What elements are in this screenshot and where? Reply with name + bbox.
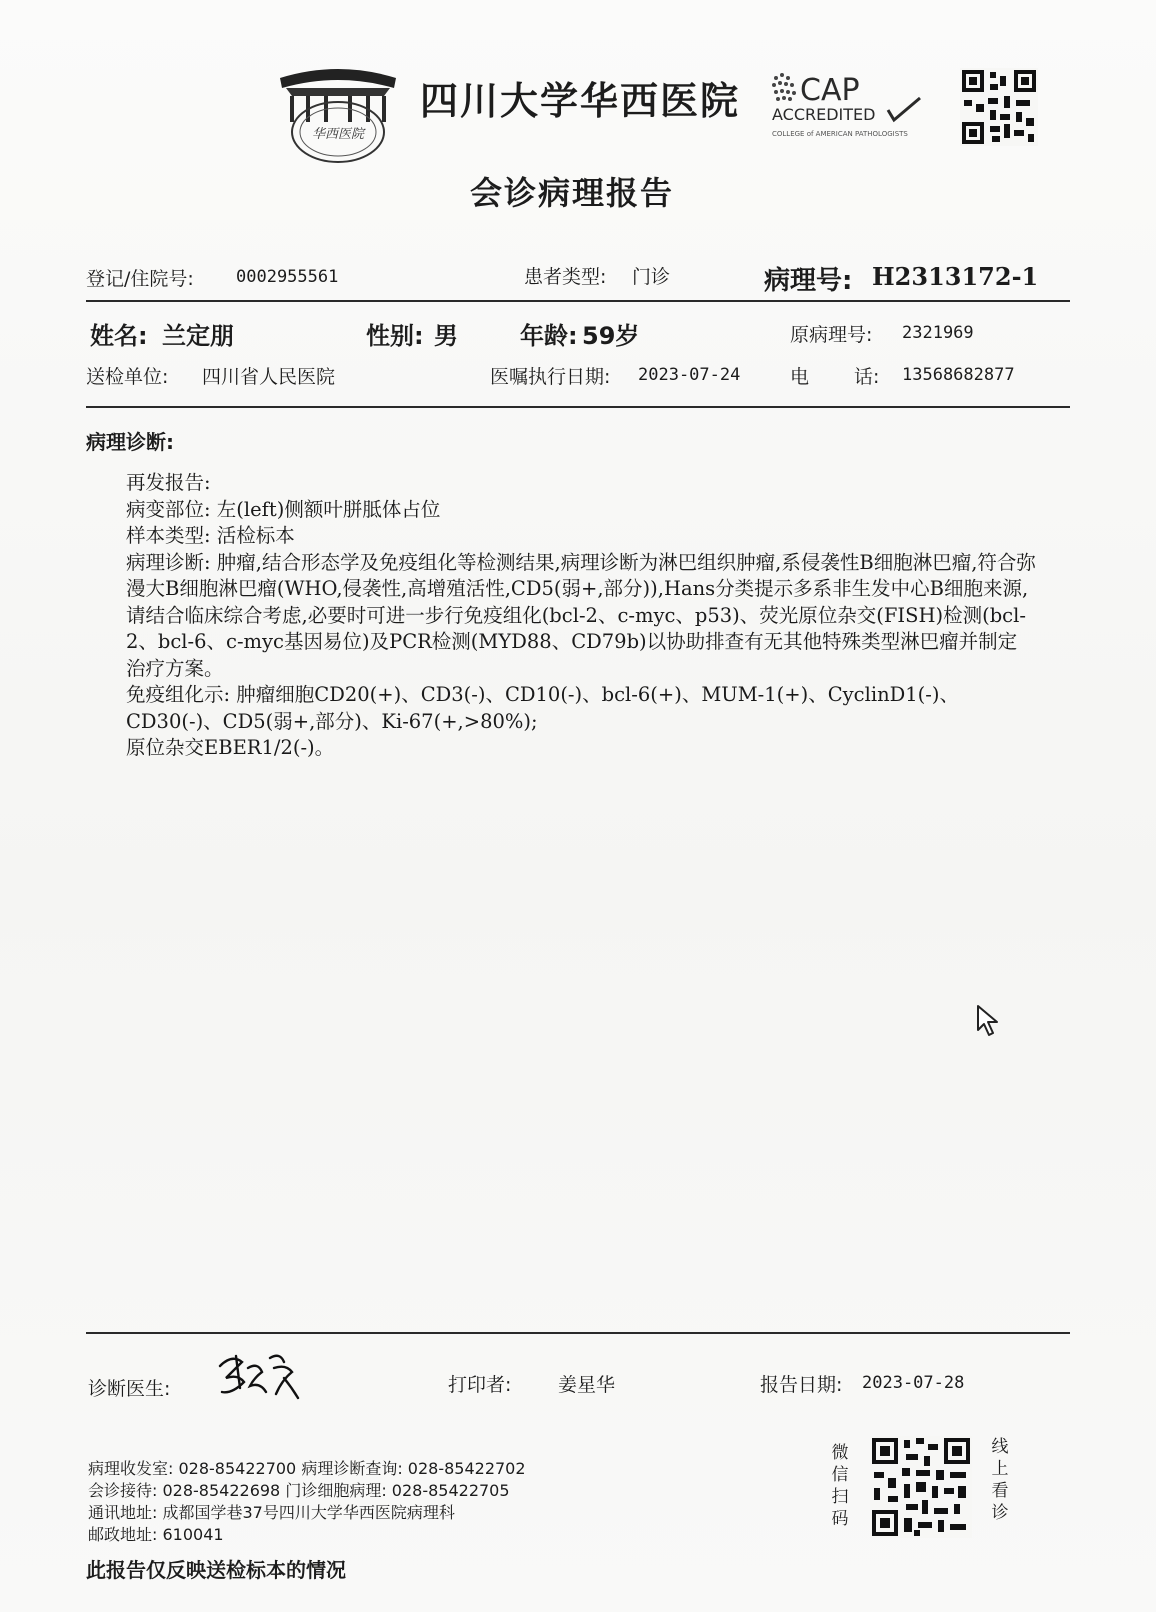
footer-divider	[86, 1332, 1070, 1334]
disclaimer-note: 此报告仅反映送检标本的情况	[86, 1558, 346, 1582]
phone-label-part1: 电	[790, 366, 810, 388]
address-line: 通讯地址: 成都国学巷37号四川大学华西医院病理科	[88, 1503, 455, 1522]
doctor-signature	[214, 1348, 304, 1404]
printer-label: 打印者:	[448, 1374, 512, 1396]
specimen-type-line: 样本类型: 活检标本	[126, 524, 295, 547]
immunohistochemistry-line: 免疫组化示: 肿瘤细胞CD20(+)、CD3(-)、CD10(-)、bcl-6(+)、MUM-1(+)、CyclinD1(-)、CD30(-)、CD5(弱+,部分)、Ki-67(+,>80%);	[126, 683, 959, 733]
cap-accredited-badge	[770, 70, 930, 142]
logo-lettering: 华西医院	[311, 127, 365, 142]
info-divider	[86, 406, 1070, 408]
patient-age: 59岁	[582, 322, 640, 350]
header-divider	[86, 300, 1070, 302]
patient-type-value: 门诊	[632, 266, 671, 288]
hospital-name: 四川大学华西医院	[420, 79, 741, 123]
online-view-label: 线上看诊	[991, 1437, 1009, 1523]
patient-sex: 男	[434, 322, 458, 350]
pathology-number: H2313172-1	[872, 262, 1039, 291]
original-pathology-number: 2321969	[902, 323, 974, 343]
diagnosis-section-title: 病理诊断:	[86, 430, 174, 454]
contact-line-1: 病理收发室: 028-85422700 病理诊断查询: 028-85422702	[88, 1459, 526, 1478]
phone-label-part2: 话:	[854, 366, 880, 388]
sender-unit-label: 送检单位:	[86, 366, 169, 388]
diagnosing-doctor-label: 诊断医生:	[88, 1378, 171, 1400]
mouse-cursor-icon	[976, 1004, 1002, 1038]
age-label: 年龄:	[520, 322, 578, 350]
phone-number: 13568682877	[902, 365, 1015, 385]
qr-code-bottom	[870, 1436, 972, 1538]
pathology-number-label: 病理号:	[764, 266, 853, 296]
qr-code-top	[960, 68, 1038, 146]
report-title: 会诊病理报告	[470, 174, 675, 212]
postal-code-line: 邮政地址: 610041	[88, 1525, 224, 1544]
original-pathology-number-label: 原病理号:	[790, 324, 873, 346]
cap-text: CAP	[800, 73, 860, 108]
cap-college-text: COLLEGE of AMERICAN PATHOLOGISTS	[772, 130, 908, 138]
in-situ-hybridization-line: 原位杂交EBER1/2(-)。	[126, 736, 335, 759]
patient-name: 兰定朋	[162, 322, 234, 350]
report-date: 2023-07-28	[862, 1373, 965, 1393]
recurrent-report-line: 再发报告:	[126, 471, 211, 494]
sender-unit: 四川省人民医院	[202, 366, 336, 388]
hospital-logo	[276, 58, 400, 166]
registration-label: 登记/住院号:	[86, 268, 194, 290]
patient-type-label: 患者类型:	[524, 266, 607, 288]
pathology-diagnosis-paragraph: 病理诊断: 肿瘤,结合形态学及免疫组化等检测结果,病理诊断为淋巴组织肿瘤,系侵袭性B细胞淋巴瘤,符合弥漫大B细胞淋巴瘤(WHO,侵袭性,高增殖活性,CD5(弱+,部分)),Hans分类提示多系非生发中心B细胞来源,请结合临床综合考虑,必要时可进一步行免疫组化(bcl-2、c-myc、p53)、荧光原位杂交(FISH)检测(bcl-2、bcl-6、c-myc基因易位)及PCR检测(MYD88、CD79b)以协助排查有无其他特殊类型淋巴瘤并制定治疗方案。	[126, 550, 1036, 680]
diagnosis-body	[126, 470, 1036, 762]
printer-name: 姜星华	[558, 1374, 616, 1396]
order-date-label: 医嘱执行日期:	[490, 366, 611, 388]
name-label: 姓名:	[90, 322, 148, 350]
contact-line-2: 会诊接待: 028-85422698 门诊细胞病理: 028-85422705	[88, 1481, 510, 1500]
order-date: 2023-07-24	[638, 365, 741, 385]
registration-number: 0002955561	[236, 267, 339, 287]
report-date-label: 报告日期:	[760, 1374, 843, 1396]
lesion-site-line: 病变部位: 左(left)侧额叶胼胝体占位	[126, 497, 441, 521]
accredited-text: ACCREDITED	[772, 105, 876, 124]
sex-label: 性别:	[366, 322, 424, 350]
wechat-scan-label: 微信扫码	[831, 1443, 849, 1529]
